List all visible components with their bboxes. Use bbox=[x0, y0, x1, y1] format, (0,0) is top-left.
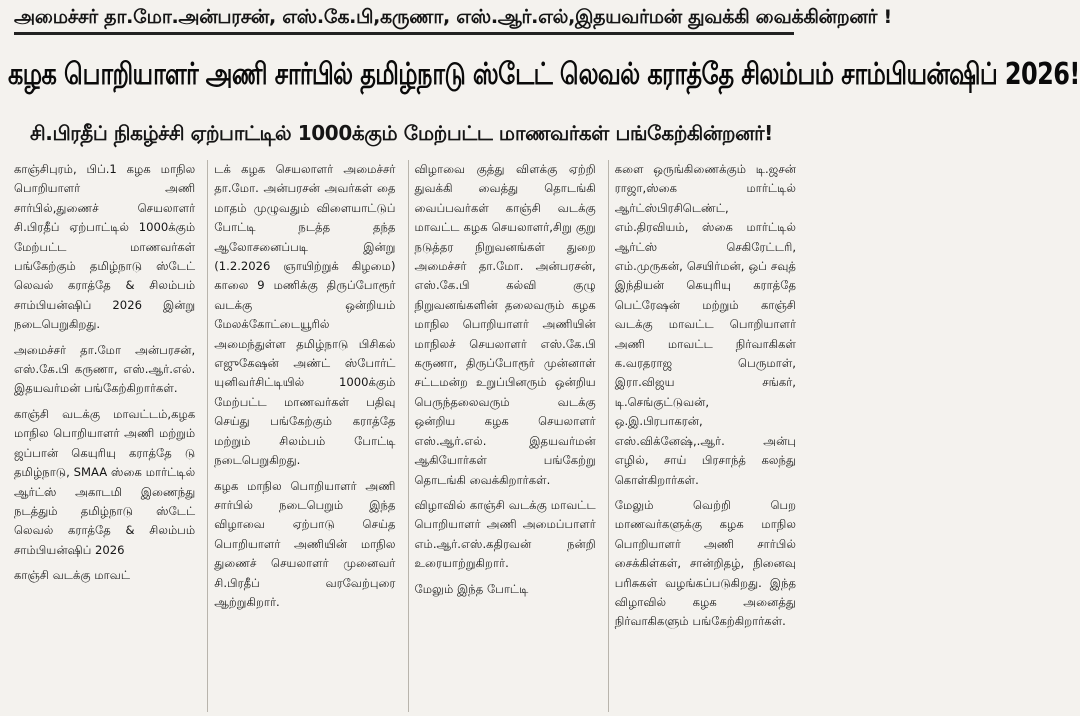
paragraph: அமைச்சர் தா.மோ அன்பரசன், எஸ்.கே.பி கருணா, எஸ்.ஆர்.எல். இதயவர்மன் பங்கேற்கிறார்கள். bbox=[14, 342, 196, 396]
article-column-3 bbox=[408, 160, 596, 712]
headline-sub: சி.பிரதீப் நிகழ்ச்சி ஏற்பாட்டில் 1000க்கும் மேற்பட்ட மாணவர்கள் பங்கேற்கின்றனர்! bbox=[30, 121, 773, 145]
article-column-1 bbox=[14, 160, 195, 712]
paragraph: மேலும் வெற்றி பெற மாணவர்களுக்கு கழக மாநில பொறியாளர் அணி சார்பில் சைக்கிள்கள், சான்றிதழ், நினைவு பரிசுகள் வழங்கப்படுகிறது. இந்த விழாவில் கழக அனைத்து நிர்வாகிகளும் பங்கேற்கிறார்கள். bbox=[614, 497, 796, 629]
paragraph: கழக மாநில பொறியாளர் அணி சார்பில் நடைபெறும் இந்த விழாவை ஏற்பாடு செய்த பொறியாளர் அணியின் மாநில துணைச் செயலாளர் முனைவர் சி.பிரதீப் வரவேற்புரை ஆற்றுகிறார். bbox=[214, 478, 396, 609]
article-column-2 bbox=[207, 160, 395, 712]
paragraph: விழாவில் காஞ்சி வடக்கு மாவட்ட பொறியாளர் அணி அமைப்பாளர் எம்.ஆர்.எஸ்.கதிரவன் நன்றி உரையாற்றுகிறார். bbox=[414, 497, 596, 571]
paragraph: டக் கழக செயலாளர் அமைச்சர் தா.மோ. அன்பரசன் அவர்கள் தை மாதம் முழுவதும் விளையாட்டுப் போட்டி நடத்த தந்த ஆலோசனைப்படி இன்று (1.2.2026 ஞாயிற்றுக் கிழமை) காலை 9 மணிக்கு திருப்போரூர் வடக்கு ஒன்றியம் மேலக்கோட்டையூரில் அமைந்துள்ள தமிழ்நாடு பிசிகல் எஜுகேஷன் அண்ட் ஸ்போர்ட் யுனிவர்சிட்டியில் 1000க்கும் மேற்பட்ட மாணவர்கள் பதிவு செய்து பங்கேற்கும் கராத்தே மற்றும் சிலம்பம் போட்டி நடைபெறுகிறது. bbox=[214, 162, 396, 468]
paragraph: மேலும் இந்த போட்டி bbox=[414, 581, 529, 596]
paragraph: விழாவை குத்து விளக்கு ஏற்றி துவக்கி வைத்து தொடங்கி வைப்பவர்கள் காஞ்சி வடக்கு மாவட்ட கழக செயலாளர்,சிறு குறு நடுத்தர நிறுவனங்கள் துறை அமைச்சர் தா.மோ. அன்பரசன், எஸ்.கே.பி கல்வி குழு நிறுவனங்களின் தலைவரும் கழக மாநில பொறியாளர் அணியின் மாநிலச் செயலாளர் எஸ்.கே.பி கருணா, திருப்போரூர் முன்னாள் சட்டமன்ற உறுப்பினரும் ஒன்றிய பெருந்தலைவரும் வடக்கு ஒன்றிய கழக செயலாளர் எஸ்.ஆர்.எல். இதயவர்மன் ஆகியோர்கள் பங்கேற்று தொடங்கி வைக்கிறார்கள். bbox=[414, 162, 596, 487]
paragraph: களை ஒருங்கிணைக்கும் டி.ஜசன் ராஜா,ஸ்கை மார்ட்டில் ஆர்ட்ஸ்பிரசிடெண்ட், எம்.திரவியம், ஸ்கை மார்ட்டில் ஆர்ட்ஸ் செகிரேட்டரி, எம்.முருகன், செயிர்மன், ஒப் சவுத் இந்தியன் கெயுரியு கராத்தே பெட்ரேஷன் மற்றும் காஞ்சி வடக்கு மாவட்ட பொறியாளர் அணி மாவட்ட நிர்வாகிகள் க.வரதராஜ பெருமாள், இரா.விஜய சங்கர், டி.செங்குட்டுவன், ஒ.இ.பிரபாகரன், எஸ்.விக்னேஷ்,.ஆர். அன்பு எழில், சாய் பிரசாந்த் கலந்து கொள்கிறார்கள். bbox=[614, 162, 796, 487]
article-column-4 bbox=[608, 160, 796, 712]
paragraph: காஞ்சி வடக்கு மாவட் bbox=[14, 568, 131, 583]
article-body bbox=[14, 160, 796, 712]
paragraph: காஞ்சி வடக்கு மாவட்டம்,கழக மாநில பொறியாளர் அணி மற்றும் ஜப்பான் கெயுரியு கராத்தே டு தமிழ்நாடு, SMAA ஸ்கை மார்ட்டில் ஆர்ட்ஸ் அகாடமி இணைந்து நடத்தும் தமிழ்நாடு ஸ்டேட் லெவல் கராத்தே & சிலம்பம் சாம்பியன்ஷிப் 2026 bbox=[14, 406, 196, 557]
paragraph: காஞ்சிபுரம், பிப்.1 கழக மாநில பொறியாளர் அணி சார்பில்,துணைச் செயலாளர் சி.பிரதீப் ஏற்பாட்டில் 1000க்கும் மேற்பட்ட மாணவர்கள் பங்கேற்கும் தமிழ்நாடு ஸ்டேட் லெவல் கராத்தே & சிலம்பம் சாம்பியன்ஷிப் 2026 இன்று நடைபெறுகிறது. bbox=[14, 162, 196, 332]
headline-main: கழக பொறியாளர் அணி சார்பில் தமிழ்நாடு ஸ்டேட் லெவல் கராத்தே சிலம்பம் சாம்பியன்ஷிப் 2026! bbox=[8, 56, 1080, 92]
headline-top: அமைச்சர் தா.மோ.அன்பரசன், எஸ்.கே.பி,கருணா, எஸ்.ஆர்.எல்,இதயவர்மன் துவக்கி வைக்கின்றனர் ! bbox=[14, 2, 794, 35]
